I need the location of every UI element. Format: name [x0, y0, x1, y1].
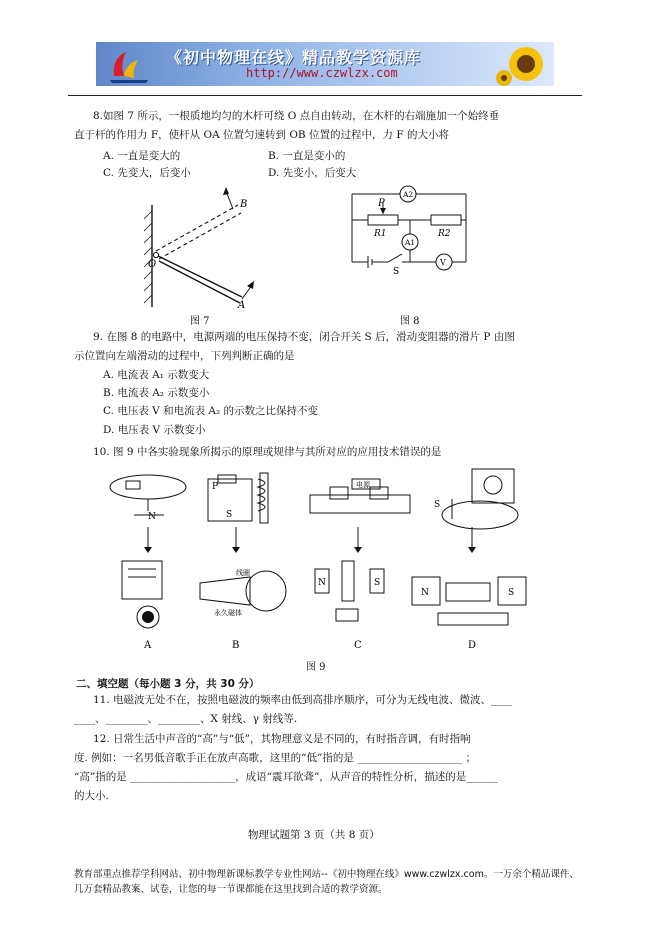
fig7-label-b: B: [240, 199, 248, 210]
q11-line2: ____、________、________、X 射线、γ 射线等.: [74, 713, 298, 725]
fig9-tag-magnet: 永久磁体: [214, 609, 242, 617]
q8-option-c: C. 先变大，后变小: [103, 167, 191, 179]
bottom-note-line2: 几万套精品教案、试卷，让您的每一节课都能在这里找到合适的教学资源。: [74, 884, 388, 895]
figure-7: [130, 185, 260, 311]
fig9-tag-n-c: N: [318, 578, 326, 588]
q12-line1: 12. 日常生活中声音的“高”与“低”，其物理意义是不同的，有时指音调，有时指响: [93, 733, 471, 745]
q9-line2: 示位置向左端滑动的过程中，下列判断正确的是: [74, 350, 295, 362]
fig7-label-a: A: [238, 300, 246, 311]
fig8-label-s: S: [393, 267, 400, 277]
q8-option-b: B. 一直是变小的: [268, 150, 346, 162]
fig9-caption: 图 9: [306, 662, 326, 673]
bottom-note-line1: 教育部重点推荐学科网站、初中物理新课标教学专业性网站--《初中物理在线》www.czwlzx.com。一万余个精品课件、: [74, 869, 579, 880]
fig8-caption: 图 8: [400, 316, 420, 327]
header-divider: [68, 95, 582, 96]
fig9-label-b: B: [232, 640, 240, 651]
fig8-label-p: P: [378, 198, 385, 209]
site-logo: [108, 46, 150, 84]
q9-option-a: A. 电流表 A₁ 示数变大: [103, 369, 210, 381]
q9-line1: 9. 在图 8 的电路中，电源两端的电压保持不变，闭合开关 S 后，滑动变阻器的滑片 P 由图: [93, 331, 515, 343]
q8-option-d: D. 先变小，后变大: [268, 167, 357, 179]
fig9-label-c: C: [354, 640, 362, 651]
q9-option-c: C. 电压表 V 和电流表 A₂ 的示数之比保持不变: [103, 405, 319, 417]
sunflower-image: [496, 42, 554, 86]
banner-url[interactable]: http://www.czwlzx.com: [246, 66, 398, 80]
q8-line2: 直于杆的作用力 F，使杆从 OA 位置匀速转到 OB 位置的过程中，力 F 的大小将: [74, 129, 449, 141]
fig9-tag-n: N: [148, 512, 156, 522]
header-banner: [96, 42, 554, 86]
q9-option-b: B. 电流表 A₂ 示数变小: [103, 387, 210, 399]
fig8-label-v: V: [440, 258, 446, 267]
q8-line1: 8.如图 7 所示，一根质地均匀的木杆可绕 O 点自由转动，在木杆的右端施加一个始终垂: [93, 110, 500, 122]
fig9-tag-s2: S: [434, 500, 441, 510]
q8-option-a: A. 一直是变大的: [103, 150, 181, 162]
figure-8-circuit: [338, 180, 478, 280]
fig9-tag-coil: 线圈: [236, 569, 250, 577]
page-number-label: 物理试题第 3 页（共 8 页）: [248, 829, 380, 841]
q11-line1: 11. 电磁波无处不在，按照电磁波的频率由低到高排序顺序，可分为无线电波、微波、____: [93, 694, 513, 706]
fig9-tag-s-c: S: [374, 578, 381, 588]
fig9-label-a: A: [144, 640, 152, 651]
q12-line3: “高”指的是 ____________________，成语“震耳欲聋”，从声音的特性分析，描述的是______: [74, 771, 498, 783]
fig8-label-a1: A1: [405, 238, 416, 247]
q12-line4: 的大小.: [74, 790, 109, 802]
fig9-tag-s-d: S: [508, 588, 515, 598]
fig7-label-o: O: [148, 259, 157, 270]
fig7-caption: 图 7: [190, 316, 210, 327]
q12-line2: 度. 例如：一名男低音歌手正在放声高歌，这里的“低”指的是 ____________________ ；: [74, 752, 477, 764]
fig9-label-d: D: [468, 640, 477, 651]
section-2-title: 二、填空题（每小题 3 分，共 30 分）: [76, 678, 260, 690]
banner-title: 《初中物理在线》精品教学资源库: [166, 48, 422, 67]
fig9-tag-p: P: [212, 482, 219, 492]
fig9-tag-power: 电源: [356, 481, 370, 489]
fig9-tag-n-d: N: [421, 588, 429, 598]
fig9-tag-s: S: [226, 510, 233, 520]
fig8-label-a2: A2: [403, 190, 414, 199]
fig8-label-r1: R1: [374, 229, 387, 239]
figure-9: [90, 465, 560, 655]
q9-option-d: D. 电压表 V 示数变小: [103, 424, 206, 436]
fig8-label-r2: R2: [438, 229, 451, 239]
q10-line1: 10. 图 9 中各实验现象所揭示的原理或规律与其所对应的应用技术错误的是: [93, 446, 442, 458]
